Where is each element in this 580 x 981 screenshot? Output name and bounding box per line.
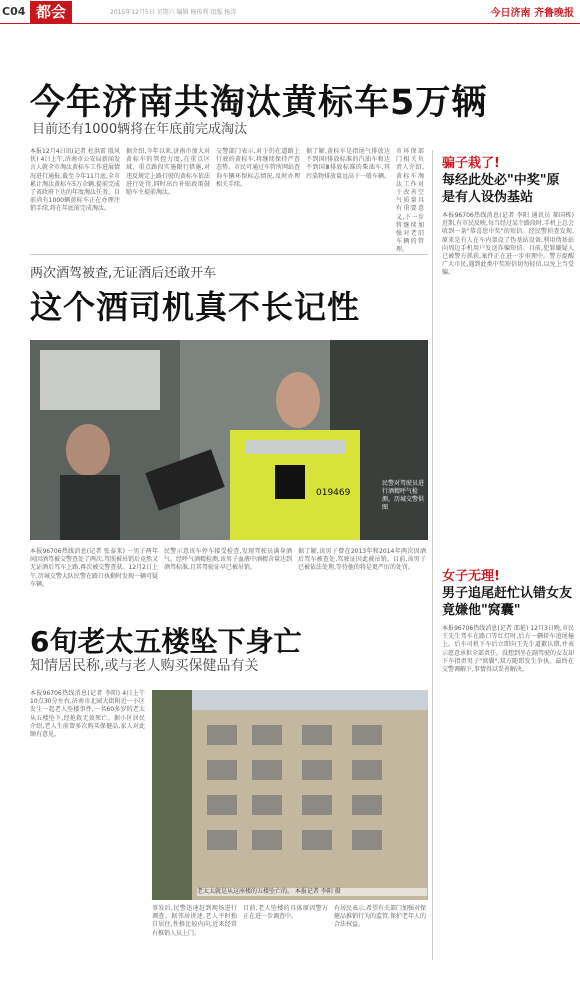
story3-caption: 老太太就是从这座楼的五楼坠亡的。 本报记者 李阳 摄 (197, 888, 427, 896)
divider (30, 254, 428, 255)
sidebar1-headline: 每经此处必"中奖"原是有人设伪基站 (442, 173, 560, 205)
story3-col-4: 有居民表示,希望有关部门加强对保健品推销行为的监管,保护老年人的合法权益。 (334, 905, 426, 929)
story2-headline: 这个酒司机真不长记性 (30, 288, 361, 326)
sidebar1-body: 本报96706热线消息(记者 李阳 通讯员 郝国栋) 近期,有市民反映,每当经过某个路段时,手机上总会收到一条"恭喜您中奖"的短信。经民警侦查发现,原来是有人在车内架设了伪基站设备,利用伪基站向周边手机用户发送诈骗短信。目前,犯罪嫌疑人已被警方抓获,案件正在进一步审理中。警方提醒广大市民,遇到此类中奖短信切勿轻信,以免上当受骗。 (442, 212, 574, 277)
story2-col-2: 民警示意该车停车接受检查,发现驾驶员满身酒气。经呼气酒精检测,该男子血液中酒精含量达到酒驾标准,且其驾驶证早已被吊销。 (164, 548, 292, 572)
section-label: 都会 (30, 1, 72, 23)
story2-col-3: 据了解,该男子曾在2013年和2014年两次因酒后驾车被查处,驾驶证因此被吊销。目前,该男子已被依法处理,等待他的将是更严厉的处罚。 (298, 548, 426, 572)
sidebar2-kicker: 女子无理! (442, 569, 500, 584)
story1-subhead: 目前还有1000辆将在年底前完成淘汰 (32, 122, 248, 137)
story3-col-1: 本报96706热线消息(记者 李阳) 4日上午10点30分左右,济南市北园大街附近一小区发生一起老人坠楼事件,一名60多岁的老太从五楼坠下,经抢救无效死亡。据小区居民介绍,老人生前曾多次购买保健品,家人对此颇有意见。 (30, 690, 145, 739)
story2-kicker: 两次酒驾被查,无证酒后还敢开车 (30, 266, 217, 281)
story3-headline: 6旬老太五楼坠下身亡 (30, 625, 302, 658)
story3-photo (152, 690, 428, 900)
story2-col-1: 本报96706热线消息(记者 张泰来) 一男子两年间因酒驾被交警查处了两次,驾照被吊销后竟然又无证酒后驾车上路,再次被交警查获。12月2日上午,历城交警大队民警在路口执勤时发现一辆可疑车辆。 (30, 548, 158, 588)
story2-photo (30, 340, 428, 540)
story3-col-2: 事发后,民警迅速赶到现场进行调查。据邻居讲述,老人平时独自居住,性格比较内向,近来经常有推销人员上门。 (152, 905, 237, 937)
story1-col-4: 据了解,黄标车是指尾气排放达不到国Ⅰ排放标准的汽油车和达不到国Ⅲ排放标准的柴油车,其污染物排放量远高于一般车辆。 (306, 148, 391, 180)
page-number: C04 (2, 5, 26, 18)
column-rule (432, 150, 433, 960)
story1-col-3: 交警部门表示,对于仍在道路上行驶的黄标车,将继续保持严查态势。市民可通过车管所网站查询车辆环保标志情况,及时办理相关手续。 (216, 148, 301, 188)
story1-headline: 今年济南共淘汰黄标车5万辆 (30, 83, 488, 123)
story1-col-5: 市环保部门相关负责人介绍,黄标车淘汰工作对于改善空气质量具有重要意义,下一步将继续加强对老旧车辆的管理。 (396, 148, 424, 254)
story1-col-2: 据介绍,今年以来,济南市加大对黄标车的管控力度,在重点区域、重点路段实施限行措施,对违反规定上路行驶的黄标车依法进行处罚,同时出台补贴政策鼓励车主提前淘汰。 (126, 148, 211, 197)
issue-meta: 2015年12月5日 星期六 编辑 杨传利 组版 杨涛 (110, 9, 237, 16)
header-rule (0, 23, 580, 24)
sidebar1-kicker: 骗子栽了! (442, 156, 500, 171)
apartment-building-image (152, 690, 428, 900)
story1-col-1: 本报12月4日讯(记者 杜洪雷 殷风侠) 4日上午,济南市公安局新闻发言人就全市淘汰黄标车工作进展情况进行通报,截至今年11月底,全市累计淘汰黄标车5万余辆,提前完成了省政府下达的年度淘汰任务。目前尚有1000辆黄标车正在办理注销手续,将在年底前完成淘汰。 (30, 148, 121, 213)
page-header (0, 0, 580, 24)
badge-number: 019469 (316, 488, 351, 498)
story3-col-3: 目前,老人坠楼的具体原因警方正在进一步调查中。 (243, 905, 328, 921)
story2-caption: 民警对驾驶员进行酒精呼气检测。历城交警供图 (382, 480, 425, 511)
masthead-brand: 今日济南 齐鲁晚报 (490, 8, 574, 19)
sidebar2-body: 本报96706热线消息(记者 邵艳) 12月3日晚,市民王先生驾车在路口等红灯时,后方一辆轿车追尾撞上。后车司机下车后立即向王先生道歉认错,并表示愿意承担全部责任。没想到坐在副驾驶的女友却下车指责男子"窝囊",双方随即发生争执。最终在交警调解下,事情得以妥善解决。 (442, 625, 575, 674)
story3-subhead: 知情居民称,或与老人购买保健品有关 (30, 658, 259, 674)
sidebar2-headline: 男子追尾赶忙认错女友竟嫌他"窝囊" (442, 586, 573, 618)
police-breath-test-image (30, 340, 428, 540)
